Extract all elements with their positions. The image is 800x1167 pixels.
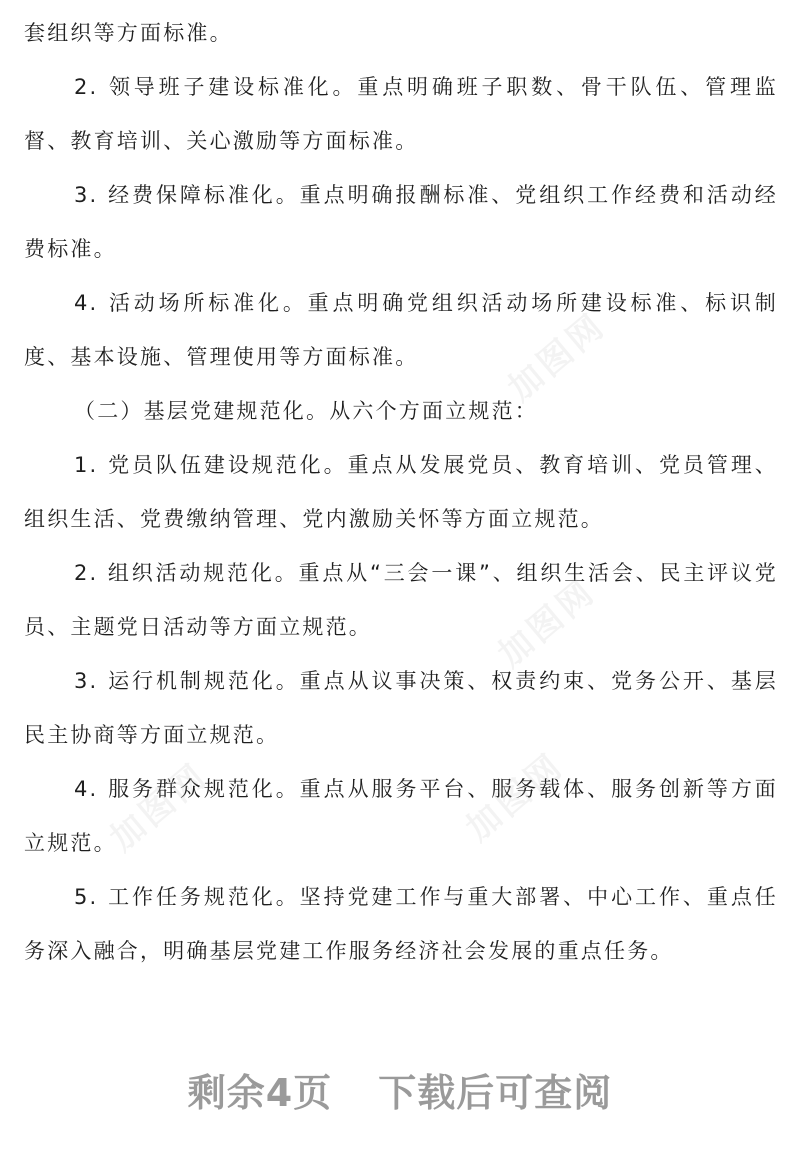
watermark: 加图网 <box>490 571 604 676</box>
paragraph-service-norms: 4. 服务群众规范化。重点从服务平台、服务载体、服务创新等方面立规范。 <box>24 777 778 855</box>
remaining-pages-label: 剩余4页 <box>187 1071 333 1115</box>
watermark: 加图网 <box>500 305 614 410</box>
section-heading-normalization: （二）基层党建规范化。从六个方面立规范： <box>74 399 538 423</box>
paragraph-continuation: 套组织等方面标准。 <box>24 21 233 45</box>
paragraph-mechanism-norms: 3. 运行机制规范化。重点从议事决策、权责约束、党务公开、基层民主协商等方面立规范。 <box>24 669 778 747</box>
watermark: 加图网 <box>458 745 572 850</box>
paragraph-activity-norms: 2. 组织活动规范化。重点从“三会一课”、组织生活会、民主评议党员、主题党日活动等方面立规范。 <box>24 561 778 639</box>
download-banner[interactable] <box>0 1062 800 1117</box>
paragraph-funding-standard: 3. 经费保障标准化。重点明确报酬标准、党组织工作经费和活动经费标准。 <box>24 183 778 261</box>
paragraph-leadership-standard: 2. 领导班子建设标准化。重点明确班子职数、骨干队伍、管理监督、教育培训、关心激励等方面标准。 <box>24 75 778 153</box>
paragraph-venue-standard: 4. 活动场所标准化。重点明确党组织活动场所建设标准、标识制度、基本设施、管理使用等方面标准。 <box>24 291 778 369</box>
paragraph-member-team-norms: 1. 党员队伍建设规范化。重点从发展党员、教育培训、党员管理、组织生活、党费缴纳管理、党内激励关怀等方面立规范。 <box>24 453 778 531</box>
download-prompt-label: 下载后可查阅 <box>378 1071 613 1115</box>
paragraph-task-norms: 5. 工作任务规范化。坚持党建工作与重大部署、中心工作、重点任务深入融合，明确基层党建工作服务经济社会发展的重点任务。 <box>24 885 778 963</box>
watermark: 加图网 <box>102 755 216 860</box>
